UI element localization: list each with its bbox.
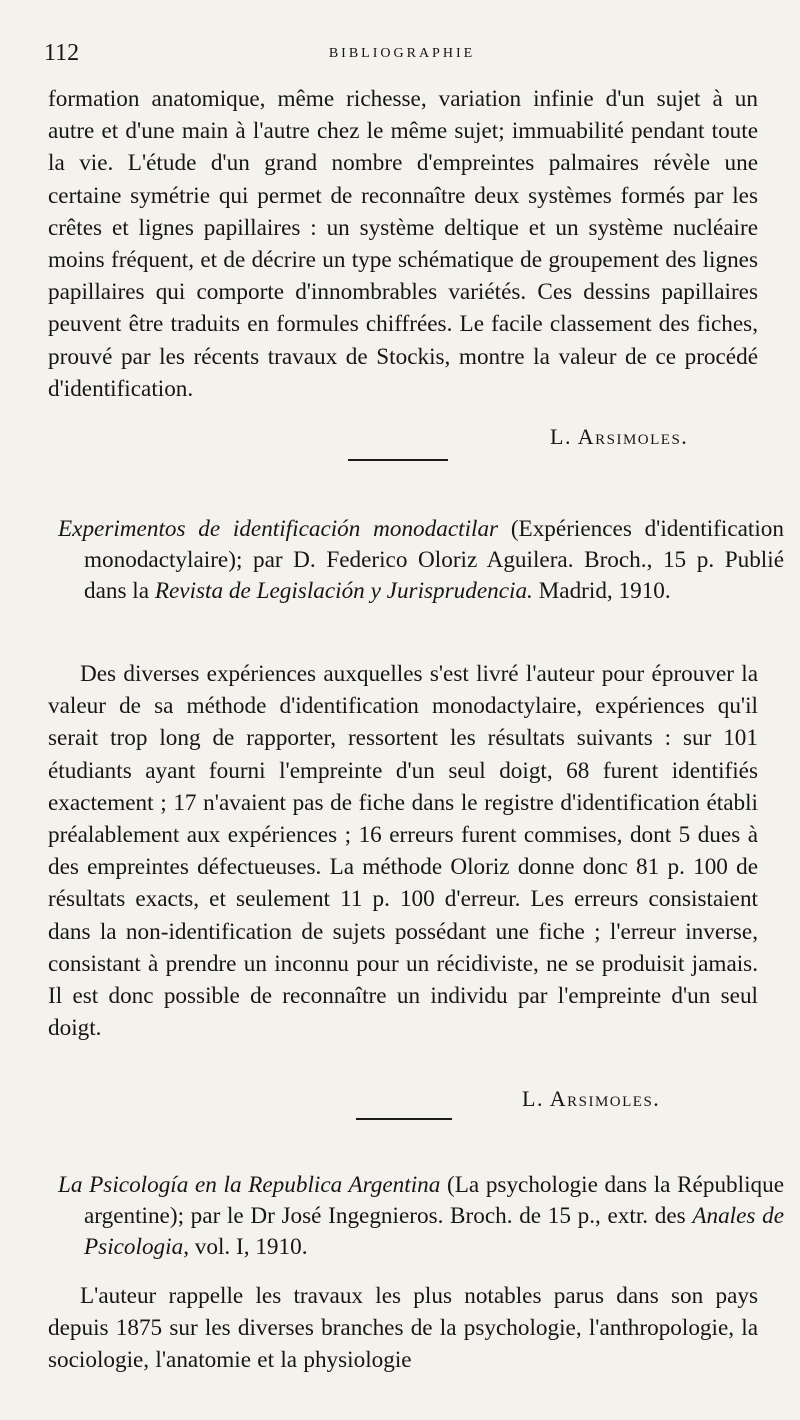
review-1	[48, 83, 758, 405]
running-title: BIBLIOGRAPHIE	[328, 46, 476, 61]
entry-2-title: Experimentos de identificación monodactilar	[58, 516, 499, 542]
entry-2-journal: Revista de Legislación y Jurisprudencia.	[154, 578, 533, 604]
page-header	[44, 40, 760, 72]
section-divider-1	[348, 459, 448, 461]
page-number: 112	[44, 40, 80, 66]
review-3	[48, 1280, 758, 1377]
review-2	[48, 658, 758, 1044]
entry-2-details: (Expériences d'identification monodactylaire); par D. Federico Oloriz Aguilera. Broch., 15 p. Publié dans la	[84, 516, 784, 604]
bibliographic-entry-2	[58, 514, 784, 607]
review-2-text: Des diverses expériences auxquelles s'est livré l'auteur pour éprouver la valeur de sa méthode d'identification monodactylaire, expériences qu'il serait trop long de rapporter, ressortent les résultats suivants : sur 101 étudiants ayant fourni l'empreinte d'un seul doigt, 68 furent identifiés exactement ; 17 n'avaient pas de fiche dans le registre d'identification établi préalablement aux expériences ; 16 erreurs furent commises, dont 5 dues à des empreintes défectueuses. La méthode Oloriz donne donc 81 p. 100 de résultats exacts, et seulement 11 p. 100 d'erreur. Les erreurs consistaient dans la non-identification de sujets possédant une fiche ; l'erreur inverse, consistant à prendre un inconnu pour un récidiviste, ne se produisit jamais. Il est donc possible de reconnaître un individu par l'empreinte d'un seul doigt.	[48, 661, 758, 1042]
review-1-text: formation anatomique, même richesse, variation infinie d'un sujet à un autre et d'une main à l'autre chez le même sujet; immuabilité pendant toute la vie. L'étude d'un grand nombre d'empreintes palmaires révèle une certaine symétrie qui permet de reconnaître deux systèmes formés par les crêtes et lignes papillaires : un système deltique et un système nucléaire moins fréquent, et de décrire un type schématique de groupement des lignes papillaires qui comporte d'innombrables variétés. Ces dessins papillaires peuvent être traduits en formules chiffrées. Le facile classement des fiches, prouvé par les récents travaux de Stockis, montre la valeur de ce procédé d'identification.	[48, 86, 758, 402]
section-divider-2	[356, 1118, 452, 1120]
review-2-signature: L. Arsimoles.	[522, 1086, 661, 1111]
entry-3-details: (La psychologie dans la République argentine); par le Dr José Ingegnieros. Broch. de 15 p., extr. des	[84, 1172, 784, 1229]
entry-2-place-date: Madrid, 1910.	[532, 578, 671, 604]
entry-3-volume-year: , vol. I, 1910.	[183, 1234, 308, 1260]
entry-3-title: La Psicología en la Republica Argentina	[58, 1172, 441, 1198]
review-1-signature: L. Arsimoles.	[550, 424, 689, 449]
bibliographic-entry-3	[58, 1170, 784, 1263]
entry-3-journal: Anales de Psicologia	[84, 1203, 784, 1260]
review-3-text: L'auteur rappelle les travaux les plus notables parus dans son pays depuis 1875 sur les diverses branches de la psychologie, l'anthropologie, la sociologie, l'anatomie et la physiologie	[48, 1283, 758, 1374]
